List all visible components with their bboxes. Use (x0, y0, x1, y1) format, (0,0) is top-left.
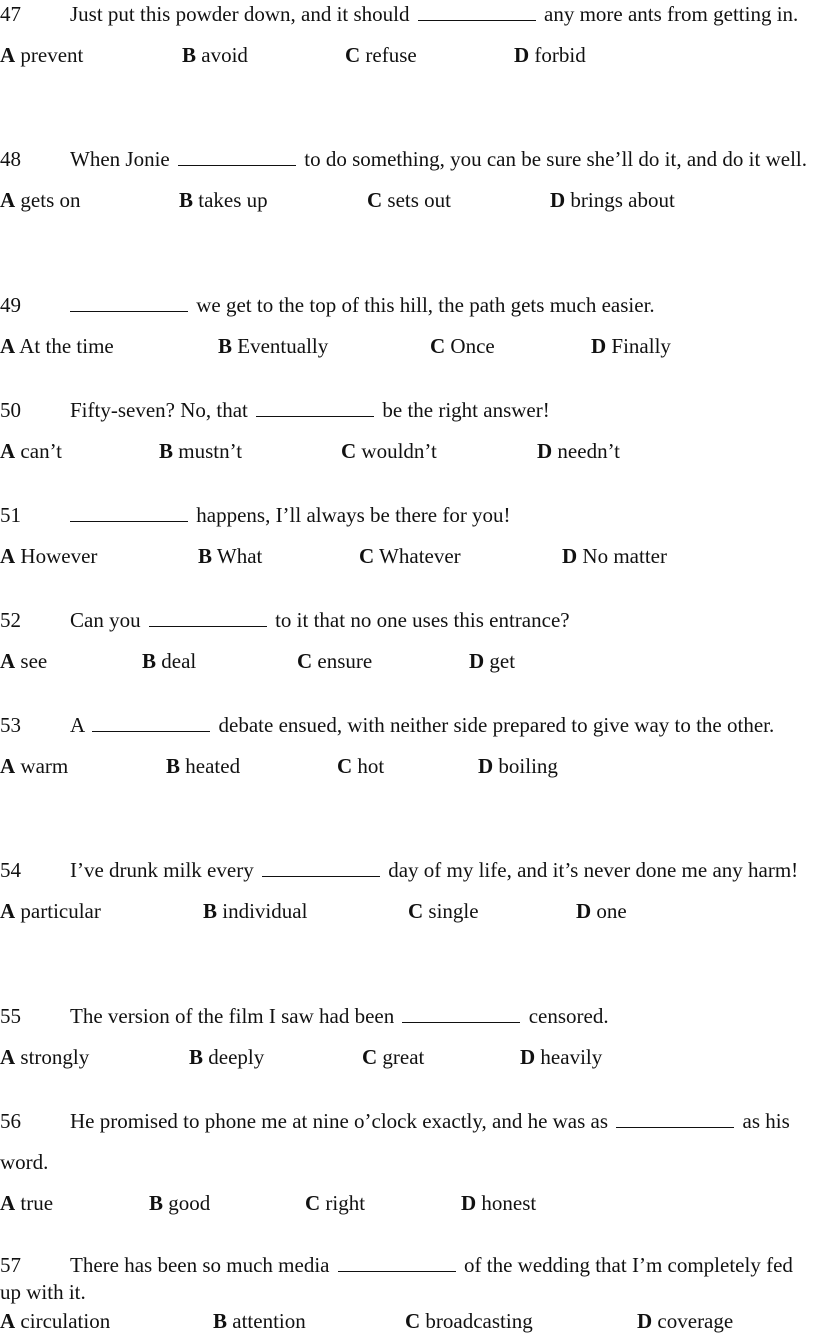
options-row (0, 326, 812, 367)
option-a[interactable]: A can’t (0, 439, 63, 463)
stem-text-after: day of my life, and it’s never done me any harm! (388, 858, 799, 882)
answer-blank[interactable] (338, 1257, 456, 1272)
option-d[interactable]: D needn’t (537, 439, 621, 463)
stem-text-after: as his word. (0, 1109, 790, 1174)
question-stem (0, 1101, 812, 1183)
option-b[interactable]: B mustn’t (159, 439, 243, 463)
option-c[interactable]: C sets out (367, 188, 452, 212)
question-number: 50 (0, 398, 21, 422)
option-d[interactable]: D honest (461, 1191, 537, 1215)
option-d[interactable]: D forbid (514, 43, 586, 67)
question-number: 52 (0, 608, 21, 632)
option-c[interactable]: C single (408, 899, 479, 923)
stem-text-after: happens, I’ll always be there for you! (196, 503, 511, 527)
question-stem (0, 495, 812, 536)
answer-blank[interactable] (178, 151, 296, 166)
question-number: 51 (0, 503, 21, 527)
option-b[interactable]: B attention (213, 1309, 306, 1333)
option-c[interactable]: C great (362, 1045, 425, 1069)
option-d[interactable]: D Finally (591, 334, 671, 358)
answer-blank[interactable] (92, 717, 210, 732)
option-b[interactable]: B deeply (189, 1045, 265, 1069)
option-a[interactable]: A particular (0, 899, 101, 923)
option-a[interactable]: A prevent (0, 43, 84, 67)
option-c[interactable]: C Whatever (359, 544, 461, 568)
answer-blank[interactable] (616, 1113, 734, 1128)
option-a[interactable]: A strongly (0, 1045, 90, 1069)
option-b[interactable]: B heated (166, 754, 241, 778)
question-number: 54 (0, 858, 21, 882)
option-c[interactable]: C Once (430, 334, 495, 358)
question-number: 53 (0, 713, 21, 737)
answer-blank[interactable] (262, 862, 380, 877)
stem-text-after: censored. (528, 1004, 609, 1028)
question-stem (0, 705, 812, 746)
option-d[interactable]: D coverage (637, 1309, 734, 1333)
options-row (0, 1037, 812, 1078)
options-row (0, 1183, 812, 1224)
question-stem (0, 850, 812, 891)
option-d[interactable]: D heavily (520, 1045, 603, 1069)
stem-text-after: to do something, you can be sure she’ll do it, and do it well. (304, 147, 807, 171)
options-row (0, 1306, 812, 1336)
question-number: 56 (0, 1109, 21, 1133)
option-b[interactable]: B individual (203, 899, 308, 923)
option-c[interactable]: C wouldn’t (341, 439, 437, 463)
option-d[interactable]: D brings about (550, 188, 675, 212)
answer-blank[interactable] (70, 507, 188, 522)
question-stem (0, 390, 812, 431)
question-49 (0, 285, 812, 367)
question-stem (0, 0, 812, 35)
option-c[interactable]: C broadcasting (405, 1309, 533, 1333)
option-b[interactable]: B good (149, 1191, 211, 1215)
stem-text-after: debate ensued, with neither side prepared to give way to the other. (218, 713, 775, 737)
question-51 (0, 495, 812, 577)
options-row (0, 641, 812, 682)
option-b[interactable]: B avoid (182, 43, 248, 67)
question-56 (0, 1101, 812, 1224)
option-d[interactable]: D get (469, 649, 516, 673)
stem-text-before: Just put this powder down, and it should (70, 2, 410, 26)
question-number: 57 (0, 1253, 21, 1277)
question-number: 55 (0, 1004, 21, 1028)
stem-text-before: There has been so much media (70, 1253, 330, 1277)
question-stem (0, 139, 812, 180)
stem-text-after: be the right answer! (382, 398, 550, 422)
option-b[interactable]: B deal (142, 649, 197, 673)
answer-blank[interactable] (70, 297, 188, 312)
question-stem (0, 996, 812, 1037)
option-d[interactable]: D one (576, 899, 627, 923)
stem-text-after: we get to the top of this hill, the path gets much easier. (196, 293, 655, 317)
answer-blank[interactable] (418, 6, 536, 21)
option-b[interactable]: B takes up (179, 188, 268, 212)
stem-text-before: Can you (70, 608, 141, 632)
option-a[interactable]: A At the time (0, 334, 114, 358)
options-row (0, 180, 812, 221)
question-number: 49 (0, 293, 21, 317)
option-a[interactable]: A circulation (0, 1309, 111, 1333)
option-a[interactable]: A gets on (0, 188, 81, 212)
stem-text-after: of the wedding that I’m completely fed up with it. (0, 1253, 793, 1304)
option-a[interactable]: A warm (0, 754, 69, 778)
options-row (0, 746, 812, 787)
options-row (0, 536, 812, 577)
stem-text-before: The version of the film I saw had been (70, 1004, 395, 1028)
option-b[interactable]: B Eventually (218, 334, 329, 358)
stem-text-before: Fifty-seven? No, that (70, 398, 248, 422)
stem-text-before: A (70, 713, 85, 737)
question-53 (0, 705, 812, 787)
option-c[interactable]: C right (305, 1191, 366, 1215)
question-55 (0, 996, 812, 1078)
answer-blank[interactable] (402, 1008, 520, 1023)
options-row (0, 35, 812, 76)
option-a[interactable]: A see (0, 649, 48, 673)
stem-text-before: I’ve drunk milk every (70, 858, 254, 882)
option-d[interactable]: D boiling (478, 754, 558, 778)
stem-text-after: to it that no one uses this entrance? (275, 608, 570, 632)
question-52 (0, 600, 812, 682)
option-a[interactable]: A However (0, 544, 98, 568)
question-number: 47 (0, 2, 21, 26)
option-a[interactable]: A true (0, 1191, 54, 1215)
question-54 (0, 850, 812, 932)
stem-text-before: He promised to phone me at nine o’clock exactly, and he was as (70, 1109, 609, 1133)
option-d[interactable]: D No matter (562, 544, 667, 568)
question-stem (0, 1252, 812, 1306)
question-stem (0, 285, 812, 326)
option-c[interactable]: C refuse (345, 43, 417, 67)
question-number: 48 (0, 147, 21, 171)
options-row (0, 431, 812, 472)
question-stem (0, 600, 812, 641)
question-48 (0, 139, 812, 221)
stem-text-after: any more ants from getting in. (544, 2, 799, 26)
options-row (0, 891, 812, 932)
option-b[interactable]: B What (198, 544, 263, 568)
question-47 (0, 0, 812, 76)
option-c[interactable]: C ensure (297, 649, 373, 673)
option-c[interactable]: C hot (337, 754, 385, 778)
stem-text-before: When Jonie (70, 147, 170, 171)
question-50 (0, 390, 812, 472)
answer-blank[interactable] (256, 402, 374, 417)
answer-blank[interactable] (149, 612, 267, 627)
question-57 (0, 1252, 812, 1336)
